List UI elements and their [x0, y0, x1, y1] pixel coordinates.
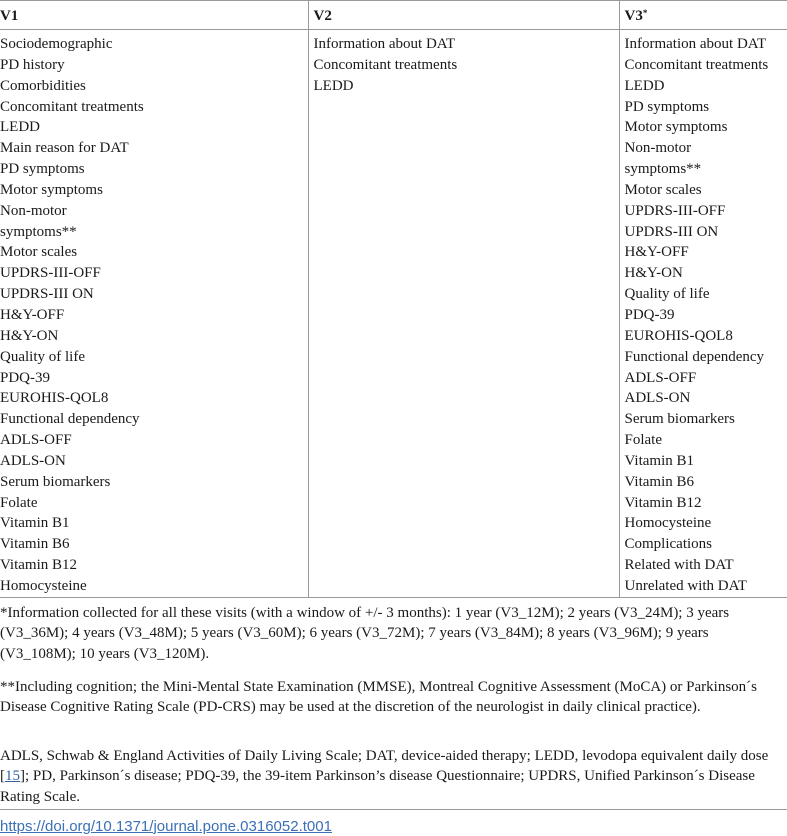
v3-item: Vitamin B12 [625, 493, 787, 514]
v2-item: LEDD [314, 76, 619, 97]
v1-item: Folate [0, 493, 308, 514]
footnote-visit-schedule: *Information collected for all these visits (with a window of +/- 3 months): 1 year (V3_12M); 2 years (V3_24M); 3 years (V3_36M); 4 years (V3_48M); 5 years (V3_60M); 6 years (V3_72M); 7 years (V3_84M); 8 years (V3_96M); 9 years (V3_108M); 10 years (V3_120M). [0, 598, 787, 670]
v3-item: Non-motor [625, 138, 787, 159]
v1-item: Functional dependency [0, 409, 308, 430]
v1-item: Vitamin B1 [0, 513, 308, 534]
v1-item: Sociodemographic [0, 34, 308, 55]
v3-item: EUROHIS-QOL8 [625, 326, 787, 347]
v3-item: symptoms** [625, 159, 787, 180]
v1-item: Concomitant treatments [0, 97, 308, 118]
v3-item: Unrelated with DAT [625, 576, 787, 597]
v1-item: Motor symptoms [0, 180, 308, 201]
doi-link[interactable]: https://doi.org/10.1371/journal.pone.0316052.t001 [0, 818, 332, 835]
table-footnotes [0, 598, 787, 810]
v3-item: ADLS-OFF [625, 368, 787, 389]
v3-item: Functional dependency [625, 347, 787, 368]
v1-item: Quality of life [0, 347, 308, 368]
v2-item: Information about DAT [314, 34, 619, 55]
v1-item: ADLS-OFF [0, 430, 308, 451]
v1-item: EUROHIS-QOL8 [0, 388, 308, 409]
v2-item: Concomitant treatments [314, 55, 619, 76]
v1-item: H&Y-OFF [0, 305, 308, 326]
v3-column [619, 30, 787, 598]
v3-item: Homocysteine [625, 513, 787, 534]
v1-item: UPDRS-III ON [0, 284, 308, 305]
v2-column [308, 30, 619, 598]
v3-item: H&Y-ON [625, 263, 787, 284]
v3-item: Vitamin B1 [625, 451, 787, 472]
v1-item: symptoms** [0, 222, 308, 243]
reference-link[interactable]: 15 [5, 768, 20, 784]
v3-item: UPDRS-III ON [625, 222, 787, 243]
v1-item: Homocysteine [0, 576, 308, 597]
v3-item: PD symptoms [625, 97, 787, 118]
v3-item: Concomitant treatments [625, 55, 787, 76]
v3-item: Serum biomarkers [625, 409, 787, 430]
v3-item: ADLS-ON [625, 388, 787, 409]
table-body-row [0, 30, 787, 598]
table-header-row [0, 1, 787, 30]
footnote-cognition: **Including cognition; the Mini-Mental State Examination (MMSE), Montreal Cognitive Assessment (MoCA) or Parkinson´s Disease Cognitive Rating Scale (PD-CRS) may be used at the discretion of the neurologist in daily clinical practice). [0, 670, 787, 739]
v3-item: UPDRS-III-OFF [625, 201, 787, 222]
v1-item: Main reason for DAT [0, 138, 308, 159]
v3-item: PDQ-39 [625, 305, 787, 326]
v3-item: Motor symptoms [625, 117, 787, 138]
header-v1 [0, 1, 308, 30]
header-v3-label: V3 [625, 8, 643, 24]
header-v2 [308, 1, 619, 30]
v3-item: Complications [625, 534, 787, 555]
v3-item: Vitamin B6 [625, 472, 787, 493]
header-v3-footnote-marker: * [643, 8, 648, 18]
v1-column [0, 30, 308, 598]
v1-item: ADLS-ON [0, 451, 308, 472]
header-v3 [619, 1, 787, 30]
v1-item: PDQ-39 [0, 368, 308, 389]
v1-item: PD history [0, 55, 308, 76]
v3-item: LEDD [625, 76, 787, 97]
abbreviations-text-start: ADLS, Schwab & England Activities of Daily Living Scale; DAT, device-aided therapy; LEDD, levodopa equivalent daily dose [ [0, 748, 768, 785]
v1-item: Motor scales [0, 242, 308, 263]
v1-item: Vitamin B12 [0, 555, 308, 576]
header-v1-label: V1 [0, 8, 18, 24]
v1-item: H&Y-ON [0, 326, 308, 347]
v3-item: Quality of life [625, 284, 787, 305]
footnote-abbreviations [0, 739, 787, 810]
v3-item: Folate [625, 430, 787, 451]
v3-item: Information about DAT [625, 34, 787, 55]
v3-item: H&Y-OFF [625, 242, 787, 263]
v1-item: Non-motor [0, 201, 308, 222]
header-v2-label: V2 [314, 8, 332, 24]
v1-item: Vitamin B6 [0, 534, 308, 555]
v1-item: PD symptoms [0, 159, 308, 180]
abbreviations-text-end: ]; PD, Parkinson´s disease; PDQ-39, the 39-item Parkinson’s disease Questionnaire; UPDRS, Unified Parkinson´s Disease Rating Scale. [0, 768, 755, 805]
v1-item: LEDD [0, 117, 308, 138]
v1-item: Comorbidities [0, 76, 308, 97]
v1-item: Serum biomarkers [0, 472, 308, 493]
v3-item: Related with DAT [625, 555, 787, 576]
v3-item: Motor scales [625, 180, 787, 201]
v1-item: UPDRS-III-OFF [0, 263, 308, 284]
